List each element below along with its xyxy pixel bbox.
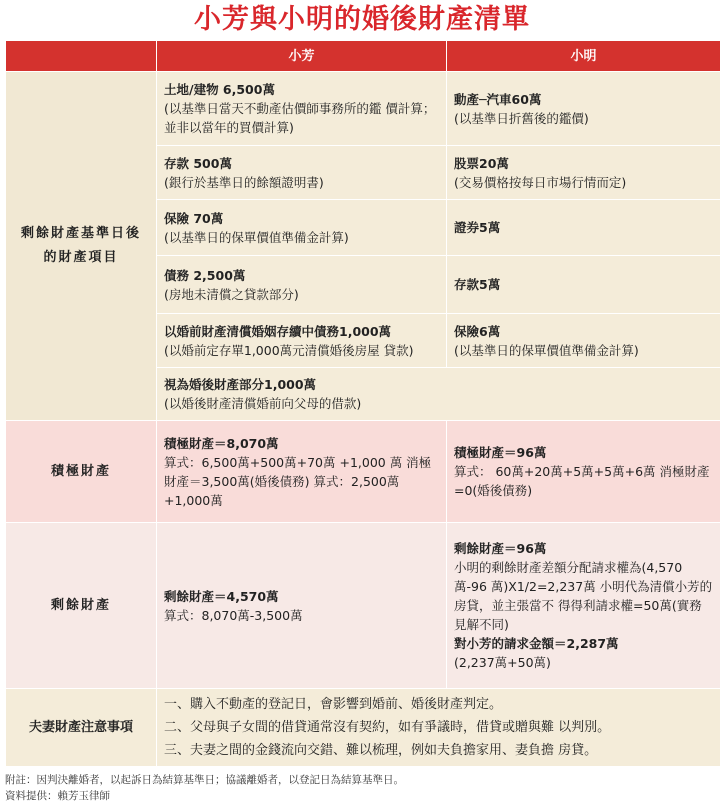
fang-item-head: 債務 2,500萬 [164,267,246,283]
fang-item [157,256,447,314]
fang-item-head: 存款 500萬 [164,155,232,171]
header-ming: 小明 [447,41,721,72]
table-row [6,689,721,767]
row-label-remaining-items: 剩餘財產基準日後的財產項目 [6,72,157,421]
ming-item [447,200,721,256]
ming-claim-formula: (2,237萬+50萬) [454,655,551,670]
footnote: 附註：因判決離婚者，以起訴日為結算基準日；協議離婚者，以登記日為結算基準日。 [5,774,404,786]
header-fang: 小芳 [157,41,447,72]
source-credit: 資料提供：賴芳玉律師 [5,790,110,802]
ming-item-head: 動產─汽車60萬 [454,91,542,107]
list-item: 二、父母與子女間的借貸通常沒有契約，如有爭議時，借貸或贈與難 以判別。 [164,720,611,735]
ming-positive-head: 積極財產＝96萬 [454,445,547,460]
ming-positive [447,421,721,523]
fang-item-sub: (以基準日當天不動產估價師事務所的鑑 價計算；並非以當年的買價計算) [164,101,436,135]
ming-item [447,256,721,314]
ming-item [447,146,721,200]
table-row [6,421,721,523]
fang-item-head: 以婚前財產清償婚姻存續中債務1,000萬 [164,323,392,339]
header-row [6,41,721,72]
fang-remaining [157,523,447,689]
fang-item-head: 土地/建物 6,500萬 [164,82,275,97]
fang-positive [157,421,447,523]
fang-positive-head: 積極財產＝8,070萬 [164,435,279,451]
fang-item [157,72,447,146]
ming-item-sub: (以基準日折舊後的鑑價) [454,110,589,126]
ming-item-head: 存款5萬 [454,277,501,292]
ming-remaining [447,523,721,689]
notes-cell [157,689,721,767]
fang-item [157,200,447,256]
ming-claim-head: 對小芳的請求金額＝2,287萬 [454,636,619,651]
header-corner [6,41,157,72]
fang-item-sub: (房地未清償之貸款部分) [164,286,299,302]
table-row [6,72,721,146]
ming-remaining-formula: 小明的剩餘財產差額分配請求權為(4,570萬-96 萬)X1/2=2,237萬 小明代為清償小芳的房貸，並主張當不 得得利請求權=50萬(實務見解不同) [454,560,713,632]
row-label-notes: 夫妻財產注意事項 [6,689,157,767]
fang-item [157,146,447,200]
ming-item-head: 保險6萬 [454,323,501,339]
footnotes [5,772,404,804]
ming-positive-formula: 算式： 60萬+20萬+5萬+5萬+6萬 消極財產=0(婚後債務) [454,464,710,498]
list-item: 三、夫妻之間的金錢流向交錯、難以梳理，例如夫負擔家用、妻負擔 房貸。 [164,743,598,758]
fang-item-head: 視為婚後財產部分1,000萬 [164,377,317,392]
page-title: 小芳與小明的婚後財產清單 [194,4,530,35]
fang-item-sub: (以婚後財產清償婚前向父母的借款) [164,396,362,411]
fang-item-sub: (以婚前定存單1,000萬元清償婚後房屋 貸款) [164,342,414,358]
row-label-positive: 積極財產 [6,421,157,523]
fang-item-wide [157,368,721,421]
fang-item-sub: (銀行於基準日的餘額證明書) [164,174,324,190]
table-row [6,523,721,689]
list-item: 一、購入不動產的登記日，會影響到婚前、婚後財產判定。 [164,697,503,712]
fang-item [157,314,447,368]
fang-remaining-formula: 算式：8,070萬-3,500萬 [164,607,303,623]
property-table [5,40,721,767]
ming-item-sub: (以基準日的保單價值準備金計算) [454,342,639,358]
row-label-remaining: 剩餘財產 [6,523,157,689]
ming-remaining-head: 剩餘財產＝96萬 [454,541,547,556]
fang-item-head: 保險 70萬 [164,210,224,226]
fang-remaining-head: 剩餘財產＝4,570萬 [164,588,279,604]
ming-item [447,72,721,146]
fang-item-sub: (以基準日的保單價值準備金計算) [164,229,349,245]
ming-item [447,314,721,368]
ming-item-sub: (交易價格按每日市場行情而定) [454,174,627,190]
ming-item-head: 證券5萬 [454,220,501,235]
fang-positive-formula: 算式：6,500萬+500萬+70萬 +1,000 萬 消極財產＝3,500萬(婚後債務) 算式：2,500萬+1,000萬 [164,454,432,508]
ming-item-head: 股票20萬 [454,155,509,171]
